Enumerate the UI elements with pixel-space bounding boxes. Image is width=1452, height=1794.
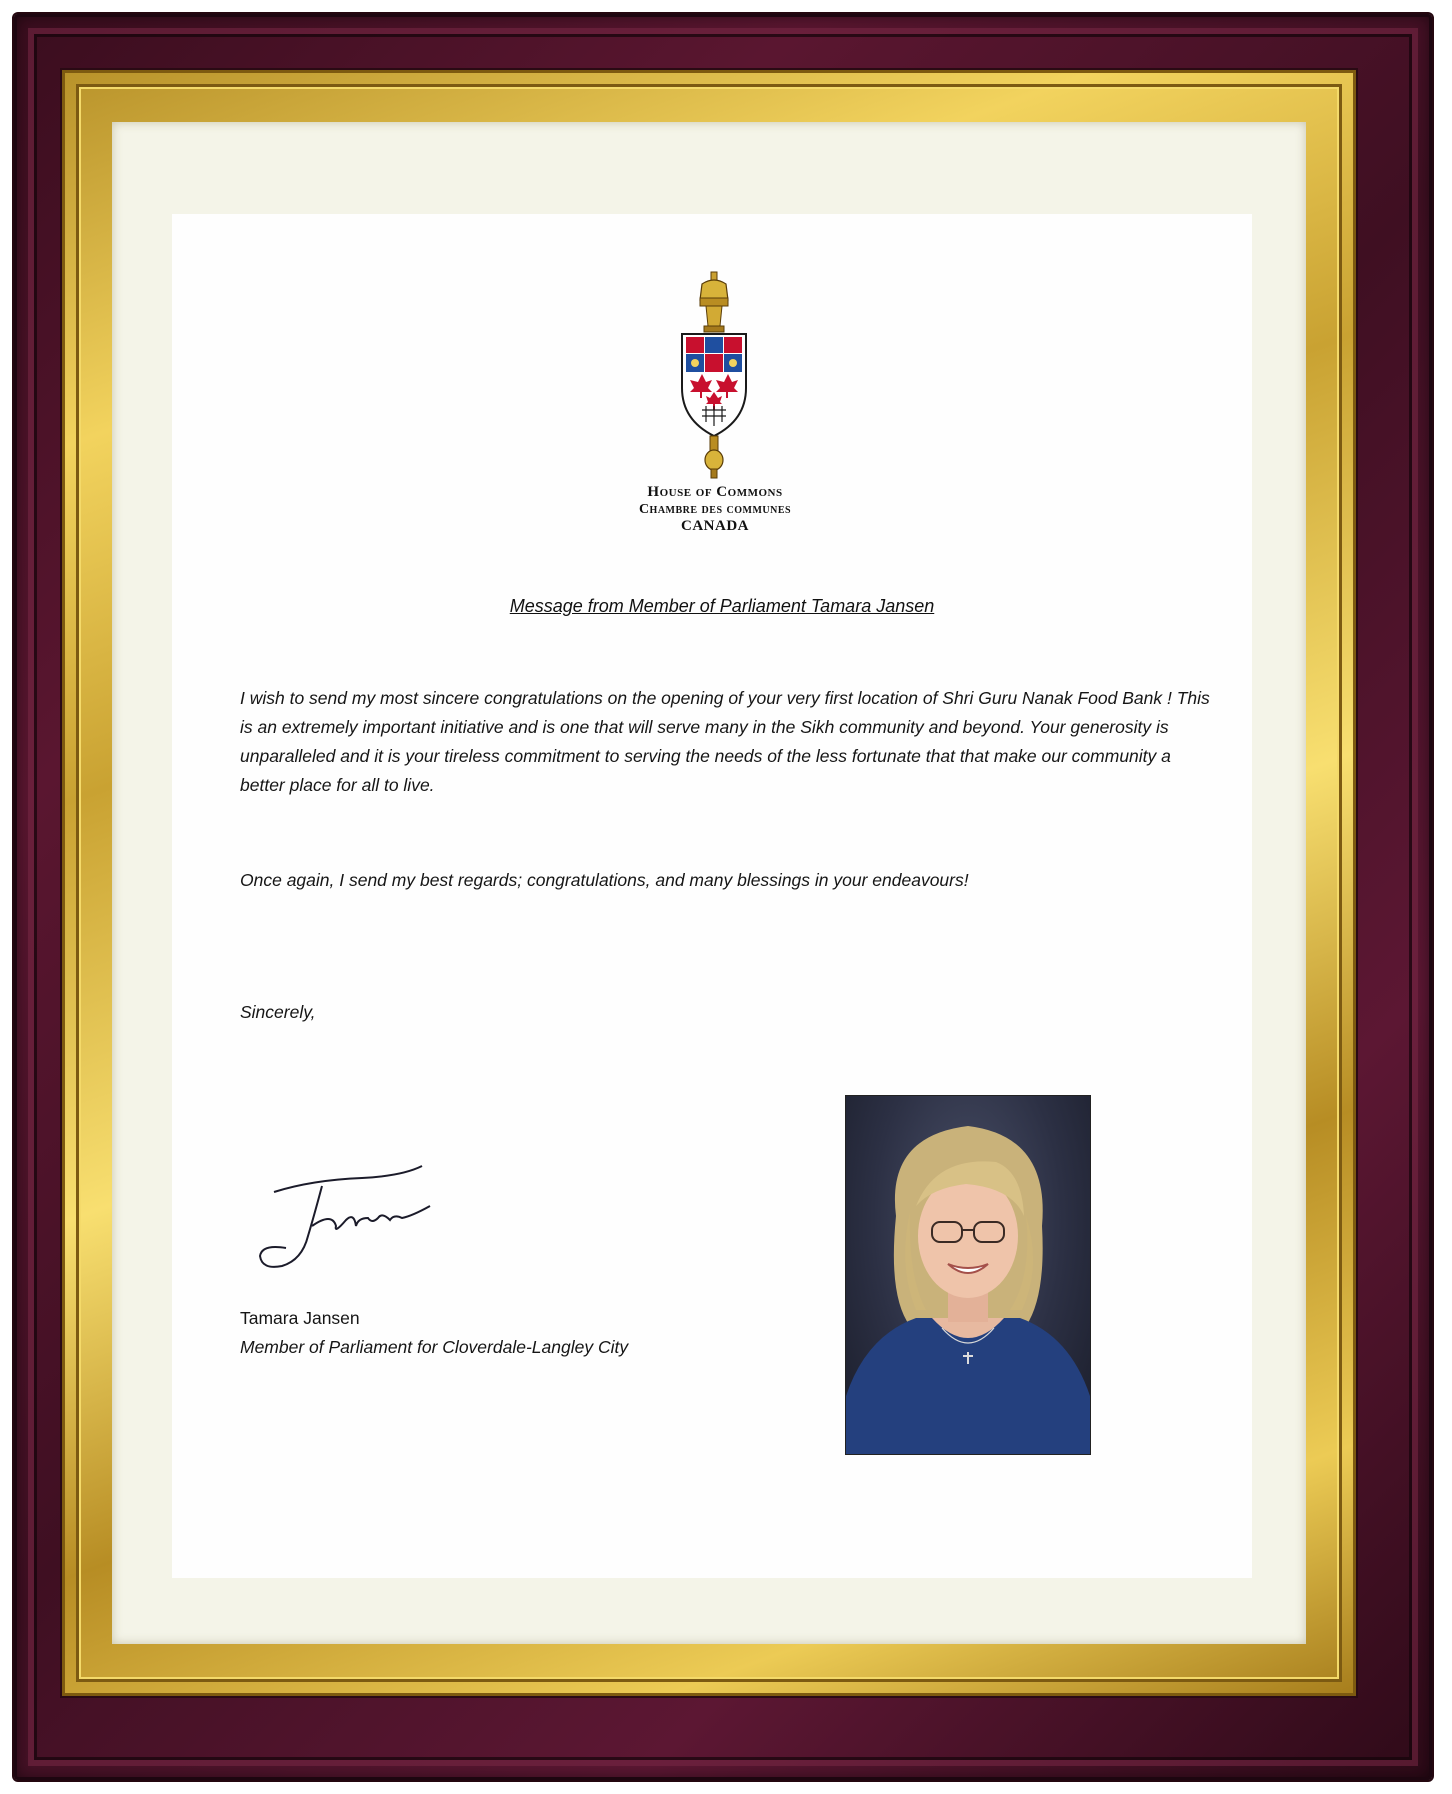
letter-paragraph-1: I wish to send my most sincere congratulations on the opening of your very first location of Shri Guru Nanak Food Bank ! This is an extremely important initiative and is one that will serve many in the Sikh community and beyond. Your generosity is unparalleled and it is your tireless commitment to serving the needs of the less fortunate that that make our community a better place for all to live. <box>240 688 1210 795</box>
letterhead-line-english: House of Commons <box>647 484 783 500</box>
signer-title: Member of Parliament for Cloverdale-Langley City <box>240 1337 629 1357</box>
letter-heading: Message from Member of Parliament Tamara Jansen <box>509 596 935 616</box>
signer-name: Tamara Jansen <box>240 1308 360 1328</box>
letter-paragraph-2: Once again, I send my best regards; congratulations, and many blessings in your endeavours! <box>240 870 969 890</box>
letterhead-line-french: Chambre des communes <box>638 502 792 517</box>
handwritten-signature <box>252 1156 452 1276</box>
portrait-photo <box>846 1096 1090 1454</box>
house-of-commons-logo <box>676 270 752 480</box>
letterhead-line-country: CANADA <box>681 518 749 534</box>
letter-closing: Sincerely, <box>240 1002 316 1022</box>
